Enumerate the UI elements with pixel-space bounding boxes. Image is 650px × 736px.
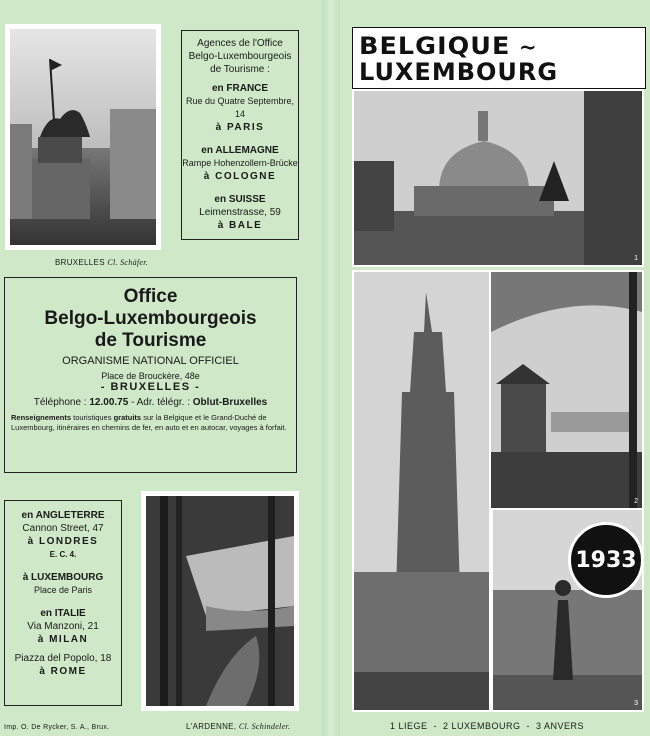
france-heading: en FRANCE: [211, 83, 269, 94]
agencies-title-1: Agences de l'Office: [197, 38, 283, 49]
office-title-2: Belgo-Luxembourgeois: [44, 308, 257, 329]
year-badge: [568, 522, 644, 598]
england-city: à LONDRES: [27, 536, 99, 547]
italy-heading: en ITALIE: [40, 608, 86, 619]
france-address: Rue du Quatre Septembre, 14: [185, 96, 295, 119]
italy-city-2: à ROME: [39, 666, 87, 677]
office-box: [4, 277, 297, 473]
cathedral-illustration: [354, 272, 489, 710]
bruxelles-photo: [5, 24, 161, 250]
cover-title-line-2: LUXEMBOURG: [359, 58, 559, 86]
cover-title-line-1: BELGIQUE ~: [359, 32, 538, 60]
photo-number-2: 2: [634, 498, 638, 505]
france-city: à PARIS: [215, 122, 265, 133]
germany-heading: en ALLEMAGNE: [201, 145, 279, 156]
agencies-title-3: de Tourisme :: [210, 64, 270, 75]
office-city: - BRUXELLES -: [100, 381, 201, 393]
fold-crease: [322, 0, 340, 736]
liege-illustration: [354, 91, 642, 265]
office-title-1: Office: [123, 286, 178, 307]
swiss-city: à BALE: [217, 220, 263, 231]
year-text: 1933: [575, 547, 637, 573]
statue-illustration: [10, 29, 156, 245]
office-phone-line: Téléphone : 12.00.75 - Adr. télégr. : Oblut-Bruxelles: [33, 397, 268, 408]
ardenne-photo: [141, 491, 299, 711]
office-title-3: de Tourisme: [94, 330, 207, 351]
italy-city: à MILAN: [37, 634, 89, 645]
agencies2-box: [4, 500, 122, 706]
italy-address-2: Piazza del Popolo, 18: [14, 653, 112, 664]
luxembourg-illustration: [491, 272, 642, 508]
lux-address: Place de Paris: [33, 585, 93, 595]
office-address: Place de Brouckère, 48e: [101, 371, 200, 381]
luxembourg-photo: [489, 270, 644, 510]
office-subtitle: ORGANISME NATIONAL OFFICIEL: [62, 355, 239, 367]
england-heading: en ANGLETERRE: [21, 510, 105, 521]
office-info: Renseignements touristiques gratuits sur la Belgique et le Grand-Duché de Luxembourg, itinéraires en chemins de fer, en auto et en autocar, voyages à forfait.: [11, 413, 287, 432]
agencies-box: [181, 30, 299, 240]
cover-caption: 1 LIEGE - 2 LUXEMBOURG - 3 ANVERS: [390, 721, 585, 731]
germany-address: Rampe Hohenzollern-Brücke: [182, 158, 298, 168]
anvers-photo: [352, 270, 491, 712]
printer-credit: Imp. O. De Rycker, S. A., Brux.: [4, 724, 110, 731]
photo-number-3: 3: [634, 700, 638, 707]
liege-photo: [352, 89, 644, 267]
germany-city: à COLOGNE: [203, 171, 277, 182]
cover-title-banner: [352, 27, 646, 89]
england-address: Cannon Street, 47: [22, 523, 104, 534]
ardenne-caption: L'ARDENNE, Cl. Schindeler.: [186, 722, 291, 731]
photo-number-1: 1: [634, 255, 638, 262]
italy-address: Via Manzoni, 21: [27, 621, 99, 632]
swiss-address: Leimenstrasse, 59: [199, 207, 281, 218]
agencies-title-2: Belgo-Luxembourgeois: [188, 51, 292, 62]
swiss-heading: en SUISSE: [214, 194, 266, 205]
forest-illustration: [146, 496, 294, 706]
bruxelles-caption: BRUXELLES Cl. Schäfer.: [55, 258, 149, 267]
england-extra: E. C. 4.: [49, 550, 77, 559]
lux-heading: à LUXEMBOURG: [22, 572, 104, 583]
